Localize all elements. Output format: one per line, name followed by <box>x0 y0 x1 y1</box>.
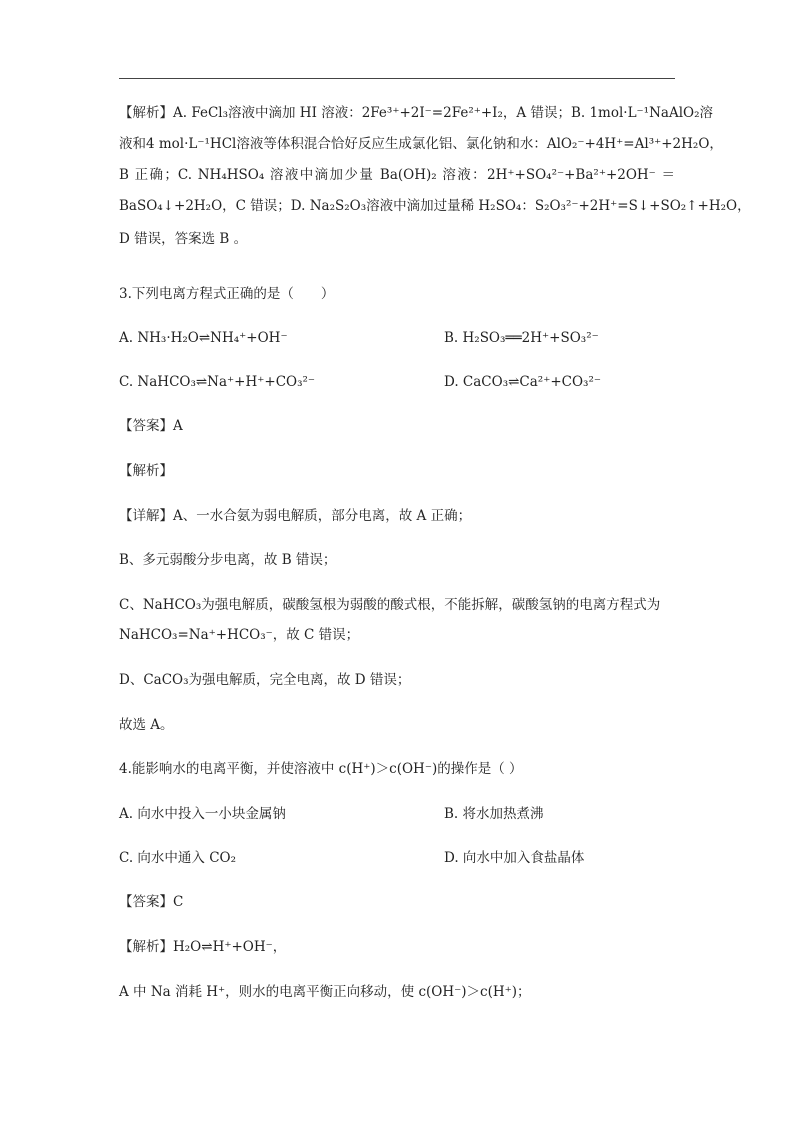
q3-option-c: C. NaHCO₃⇌Na⁺+H⁺+CO₃²⁻ <box>119 374 316 390</box>
q3-conclusion: 故选 A。 <box>119 717 174 733</box>
q4-answer: 【答案】C <box>119 894 184 910</box>
q4-analysis-1: 【解析】H₂O⇌H⁺+OH⁻， <box>119 939 287 955</box>
q3-detail-d: D、CaCO₃为强电解质，完全电离，故 D 错误； <box>119 672 411 688</box>
q3-detail-c1: C、NaHCO₃为强电解质，碳酸氢根为弱酸的酸式根，不能拆解，碳酸氢钠的电离方程式为 <box>119 597 661 613</box>
q4-option-d: D. 向水中加入食盐晶体 <box>444 850 585 866</box>
q4-option-c: C. 向水中通入 CO₂ <box>119 850 237 866</box>
analysis2-line2: 液和4 mol·L⁻¹HCl溶液等体积混合恰好反应生成氯化铝、氯化钠和水：AlO₂⁻+4H⁺=Al³⁺+2H₂O， <box>119 136 723 152</box>
q3-detail-a: 【详解】A、一水合氨为弱电解质，部分电离，故 A 正确； <box>119 508 472 524</box>
analysis2-line3: B 正确；C. NH₄HSO₄ 溶液中滴加少量 Ba(OH)₂ 溶液：2H⁺+SO₄²⁻+Ba²⁺+2OH⁻ ＝ <box>119 167 675 183</box>
q4-option-a: A. 向水中投入一小块金属钠 <box>119 806 286 822</box>
analysis2-line4: BaSO₄↓+2H₂O，C 错误；D. Na₂S₂O₃溶液中滴加过量稀 H₂SO₄：S₂O₃²⁻+2H⁺=S↓+SO₂↑+H₂O， <box>119 198 751 214</box>
q3-detail-c2: NaHCO₃=Na⁺+HCO₃⁻，故 C 错误； <box>119 627 360 643</box>
analysis2-line1: 【解析】A. FeCl₃溶液中滴加 HI 溶液：2Fe³⁺+2I⁻=2Fe²⁺+I₂，A 错误；B. 1mol·L⁻¹NaAlO₂溶 <box>119 105 713 121</box>
q3-stem: 3.下列电离方程式正确的是（ ） <box>119 286 335 302</box>
q3-answer: 【答案】A <box>119 418 183 434</box>
q3-option-a: A. NH₃·H₂O⇌NH₄⁺+OH⁻ <box>119 330 288 346</box>
q3-option-d: D. CaCO₃⇌Ca²⁺+CO₃²⁻ <box>444 374 601 390</box>
q3-option-b: B. H₂SO₃══2H⁺+SO₃²⁻ <box>444 330 599 346</box>
q3-detail-b: B、多元弱酸分步电离，故 B 错误； <box>119 552 337 568</box>
q4-option-b: B. 将水加热煮沸 <box>444 806 544 822</box>
q3-analysis-label: 【解析】 <box>119 463 173 479</box>
q4-analysis-2: A 中 Na 消耗 H⁺，则水的电离平衡正向移动，使 c(OH⁻)＞c(H⁺)； <box>119 984 531 1000</box>
q4-stem: 4.能影响水的电离平衡，并使溶液中 c(H⁺)＞c(OH⁻)的操作是（ ） <box>119 761 523 777</box>
analysis2-line5: D 错误，答案选 B 。 <box>119 231 248 247</box>
header-rule <box>119 78 675 79</box>
